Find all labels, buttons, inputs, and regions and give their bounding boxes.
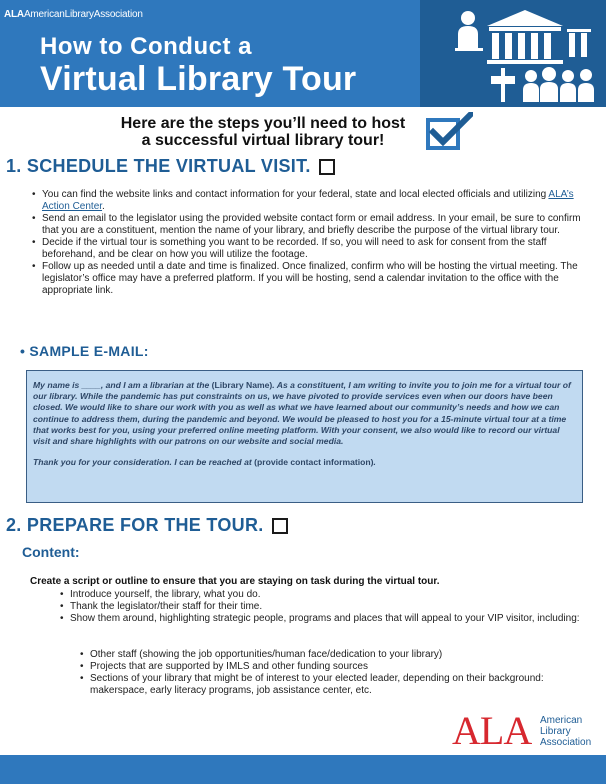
list-item: • Sections of your library that might be of interest to your elected leader, depending on their background: makerspace, early literacy programs, job assistance center, etc. (90, 673, 598, 697)
tour-content-list (58, 589, 598, 625)
sample-email-box (26, 370, 583, 503)
sample-email-heading: • SAMPLE E-MAIL: (20, 343, 149, 359)
list-item: • Other staff (showing the job opportunities/human face/dedication to your library) (90, 649, 598, 661)
list-item: • You can find the website links and contact information for your federal, state and local elected officials and utilizing ALA’s Action Center. (42, 189, 590, 213)
list-item: • Show them around, highlighting strategic people, programs and places that will appeal to your VIP visitor, including: (70, 613, 598, 625)
page-title-line2: Virtual Library Tour (40, 60, 357, 98)
intro-text: Here are the steps you’ll need to host a successful virtual library tour! (120, 115, 406, 149)
checkbox-checked-icon (425, 112, 473, 152)
list-item: • Projects that are supported by IMLS and other funding sources (90, 661, 598, 673)
library-people-icon (455, 4, 605, 104)
schedule-steps-list (30, 189, 590, 297)
script-instruction: Create a script or outline to ensure that you are staying on task during the virtual tour. (30, 576, 440, 587)
checkbox-icon (272, 518, 288, 534)
list-item: • Follow up as needed until a date and time is finalized. Once finalized, confirm who will be hosting the virtual meeting. The legislator’s office may have a preferred platform. If you will be hosting, send a calendar invitation to the office with the appropriate link. (42, 261, 590, 297)
section-heading-prepare: 2. PREPARE FOR THE TOUR. (6, 515, 288, 536)
ala-logo-letters: ALA (452, 708, 532, 753)
ala-logo-text: American Library Association (540, 715, 592, 748)
content-subheading: Content: (22, 544, 80, 560)
list-item: • Introduce yourself, the library, what you do. (70, 589, 598, 601)
action-center-link[interactable]: ALA’s Action Center (42, 189, 574, 212)
header-banner (0, 0, 606, 107)
checkbox-icon (319, 159, 335, 175)
list-item: • Thank the legislator/their staff for their time. (70, 601, 598, 613)
sample-email-closing: Thank you for your consideration. I can be reached at (provide contact information). (33, 457, 376, 468)
list-item: • Send an email to the legislator using the provided website contact form or email address. In your email, be sure to confirm that you are a constituent, mention the name of your library, and briefly describe the purpose of the virtual library tour. (42, 213, 590, 237)
footer-bar (0, 755, 606, 784)
list-item: • Decide if the virtual tour is something you want to be recorded. If so, you will need to ask for consent from the staff beforehand, and be clear on how you will utilize the footage. (42, 237, 590, 261)
sample-email-body: My name is ____, and I am a librarian at the (Library Name). As a constituent, I am writing to invite you to join me for a virtual tour of our library. While the pandemic has put constraints on us, we have pivoted to provide services even when our doors have been closed. We would like to share our work with you as well as what we have learned about our community’s needs and how we can continue to address them, during the pandemic and beyond. We would be pleased to host you for a 15-minute virtual tour at a time that works best for you, using your preferred online meeting platform. With your consent, we also would like to record our virtual visit and share highlights with our patrons on our website and social media. (33, 380, 571, 447)
tour-content-sublist (78, 649, 598, 697)
brand-wordmark: ALAAmericanLibraryAssociation (4, 9, 143, 20)
ala-logo (452, 708, 602, 753)
section-heading-schedule: 1. SCHEDULE THE VIRTUAL VISIT. (6, 156, 335, 177)
page-title-line1: How to Conduct a (40, 33, 252, 60)
